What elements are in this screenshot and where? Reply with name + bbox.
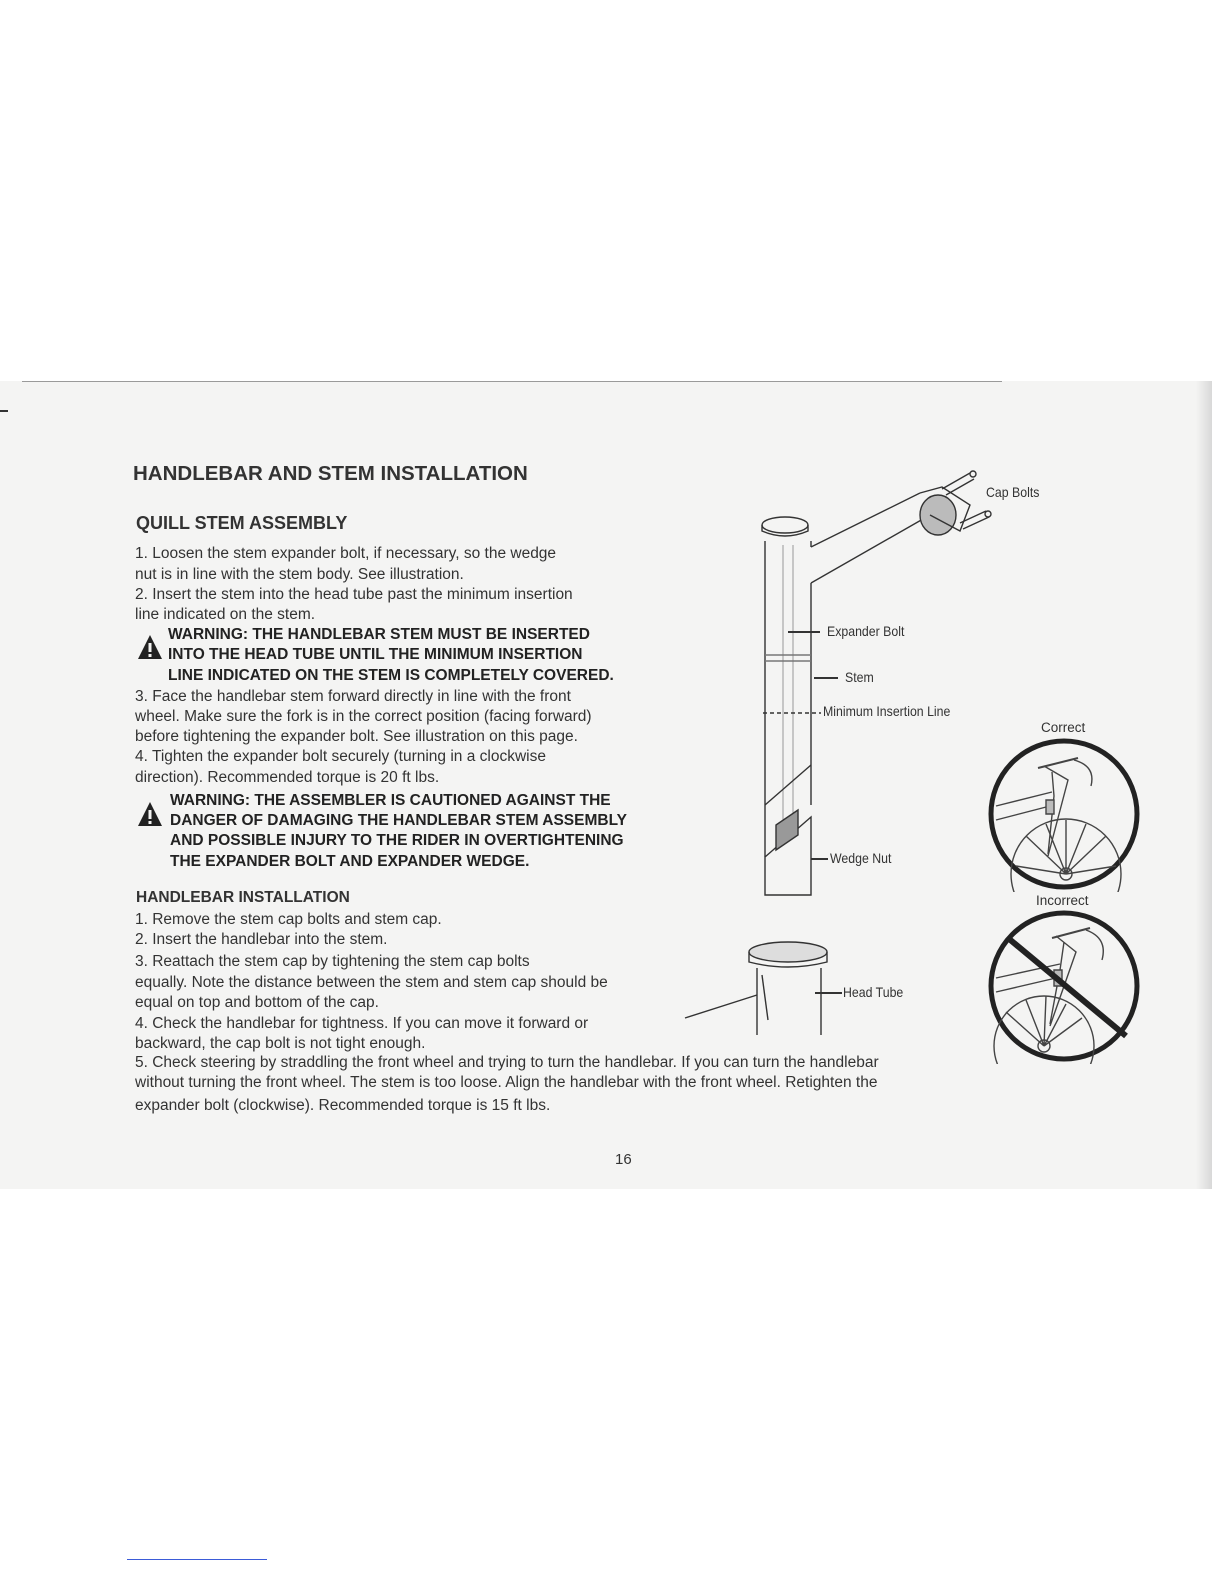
expander-bolt-label: Expander Bolt xyxy=(827,623,905,639)
handlebar-step-line: 5. Check steering by straddling the front wheel and trying to turn the handlebar. If you can turn the handlebar xyxy=(135,1054,879,1071)
correct-illustration xyxy=(986,736,1142,892)
quill-step-line: direction). Recommended torque is 20 ft lbs. xyxy=(135,769,440,786)
quill-step-line: line indicated on the stem. xyxy=(135,606,316,623)
quill-step-line: before tightening the expander bolt. See illustration on this page. xyxy=(135,728,578,745)
head-tube-label: Head Tube xyxy=(843,984,904,1000)
incorrect-label: Incorrect xyxy=(1036,893,1089,908)
quill-heading: QUILL STEM ASSEMBLY xyxy=(136,513,348,533)
warning-text: AND POSSIBLE INJURY TO THE RIDER IN OVERTIGHTENING xyxy=(170,832,624,849)
handlebar-step-line: backward, the cap bolt is not tight enough. xyxy=(135,1035,426,1052)
page-edge-shadow xyxy=(1196,381,1212,1189)
quill-step-line: 1. Loosen the stem expander bolt, if necessary, so the wedge xyxy=(135,545,557,562)
handlebar-heading: HANDLEBAR INSTALLATION xyxy=(136,889,350,906)
wedge-nut-label: Wedge Nut xyxy=(830,850,892,866)
quill-step-line: nut is in line with the stem body. See illustration. xyxy=(135,566,464,583)
warning-text: LINE INDICATED ON THE STEM IS COMPLETELY COVERED. xyxy=(168,667,614,684)
handlebar-step-line: 2. Insert the handlebar into the stem. xyxy=(135,931,388,948)
page-title: HANDLEBAR AND STEM INSTALLATION xyxy=(133,462,528,485)
quill-step-line: 3. Face the handlebar stem forward directly in line with the front xyxy=(135,688,571,705)
handlebar-step-line: equally. Note the distance between the stem and stem cap should be xyxy=(135,974,608,991)
incorrect-illustration xyxy=(986,908,1142,1064)
warning-text: WARNING: THE ASSEMBLER IS CAUTIONED AGAINST THE xyxy=(170,792,611,809)
cap-bolts-label: Cap Bolts xyxy=(986,484,1040,500)
min-insertion-label: Minimum Insertion Line xyxy=(823,703,951,719)
warning-text: WARNING: THE HANDLEBAR STEM MUST BE INSERTED xyxy=(168,626,590,643)
page-number: 16 xyxy=(615,1151,632,1168)
stem-label: Stem xyxy=(845,669,874,685)
handlebar-step-line: 1. Remove the stem cap bolts and stem cap. xyxy=(135,911,442,928)
handlebar-step-line: without turning the front wheel. The stem is too loose. Align the handlebar with the front wheel. Retighten the xyxy=(135,1074,878,1091)
quill-step-line: wheel. Make sure the fork is in the correct position (facing forward) xyxy=(135,708,592,725)
handlebar-step-line: 4. Check the handlebar for tightness. If you can move it forward or xyxy=(135,1015,589,1032)
warning-icon xyxy=(136,800,164,828)
quill-step-line: 4. Tighten the expander bolt securely (turning in a clockwise xyxy=(135,748,546,765)
warning-icon xyxy=(136,633,164,661)
handlebar-step-line: expander bolt (clockwise). Recommended torque is 15 ft lbs. xyxy=(135,1097,551,1114)
correct-label: Correct xyxy=(1041,720,1086,735)
top-rule xyxy=(22,381,1002,382)
handlebar-step-line: equal on top and bottom of the cap. xyxy=(135,994,379,1011)
quill-step-line: 2. Insert the stem into the head tube past the minimum insertion xyxy=(135,586,573,603)
bottom-rule xyxy=(127,1559,267,1560)
warning-text: THE EXPANDER BOLT AND EXPANDER WEDGE. xyxy=(170,853,530,870)
margin-mark xyxy=(0,410,8,412)
handlebar-step-line: 3. Reattach the stem cap by tightening the stem cap bolts xyxy=(135,953,530,970)
warning-text: INTO THE HEAD TUBE UNTIL THE MINIMUM INSERTION xyxy=(168,646,583,663)
warning-text: DANGER OF DAMAGING THE HANDLEBAR STEM ASSEMBLY xyxy=(170,812,627,829)
stem-diagram xyxy=(680,465,1000,1035)
